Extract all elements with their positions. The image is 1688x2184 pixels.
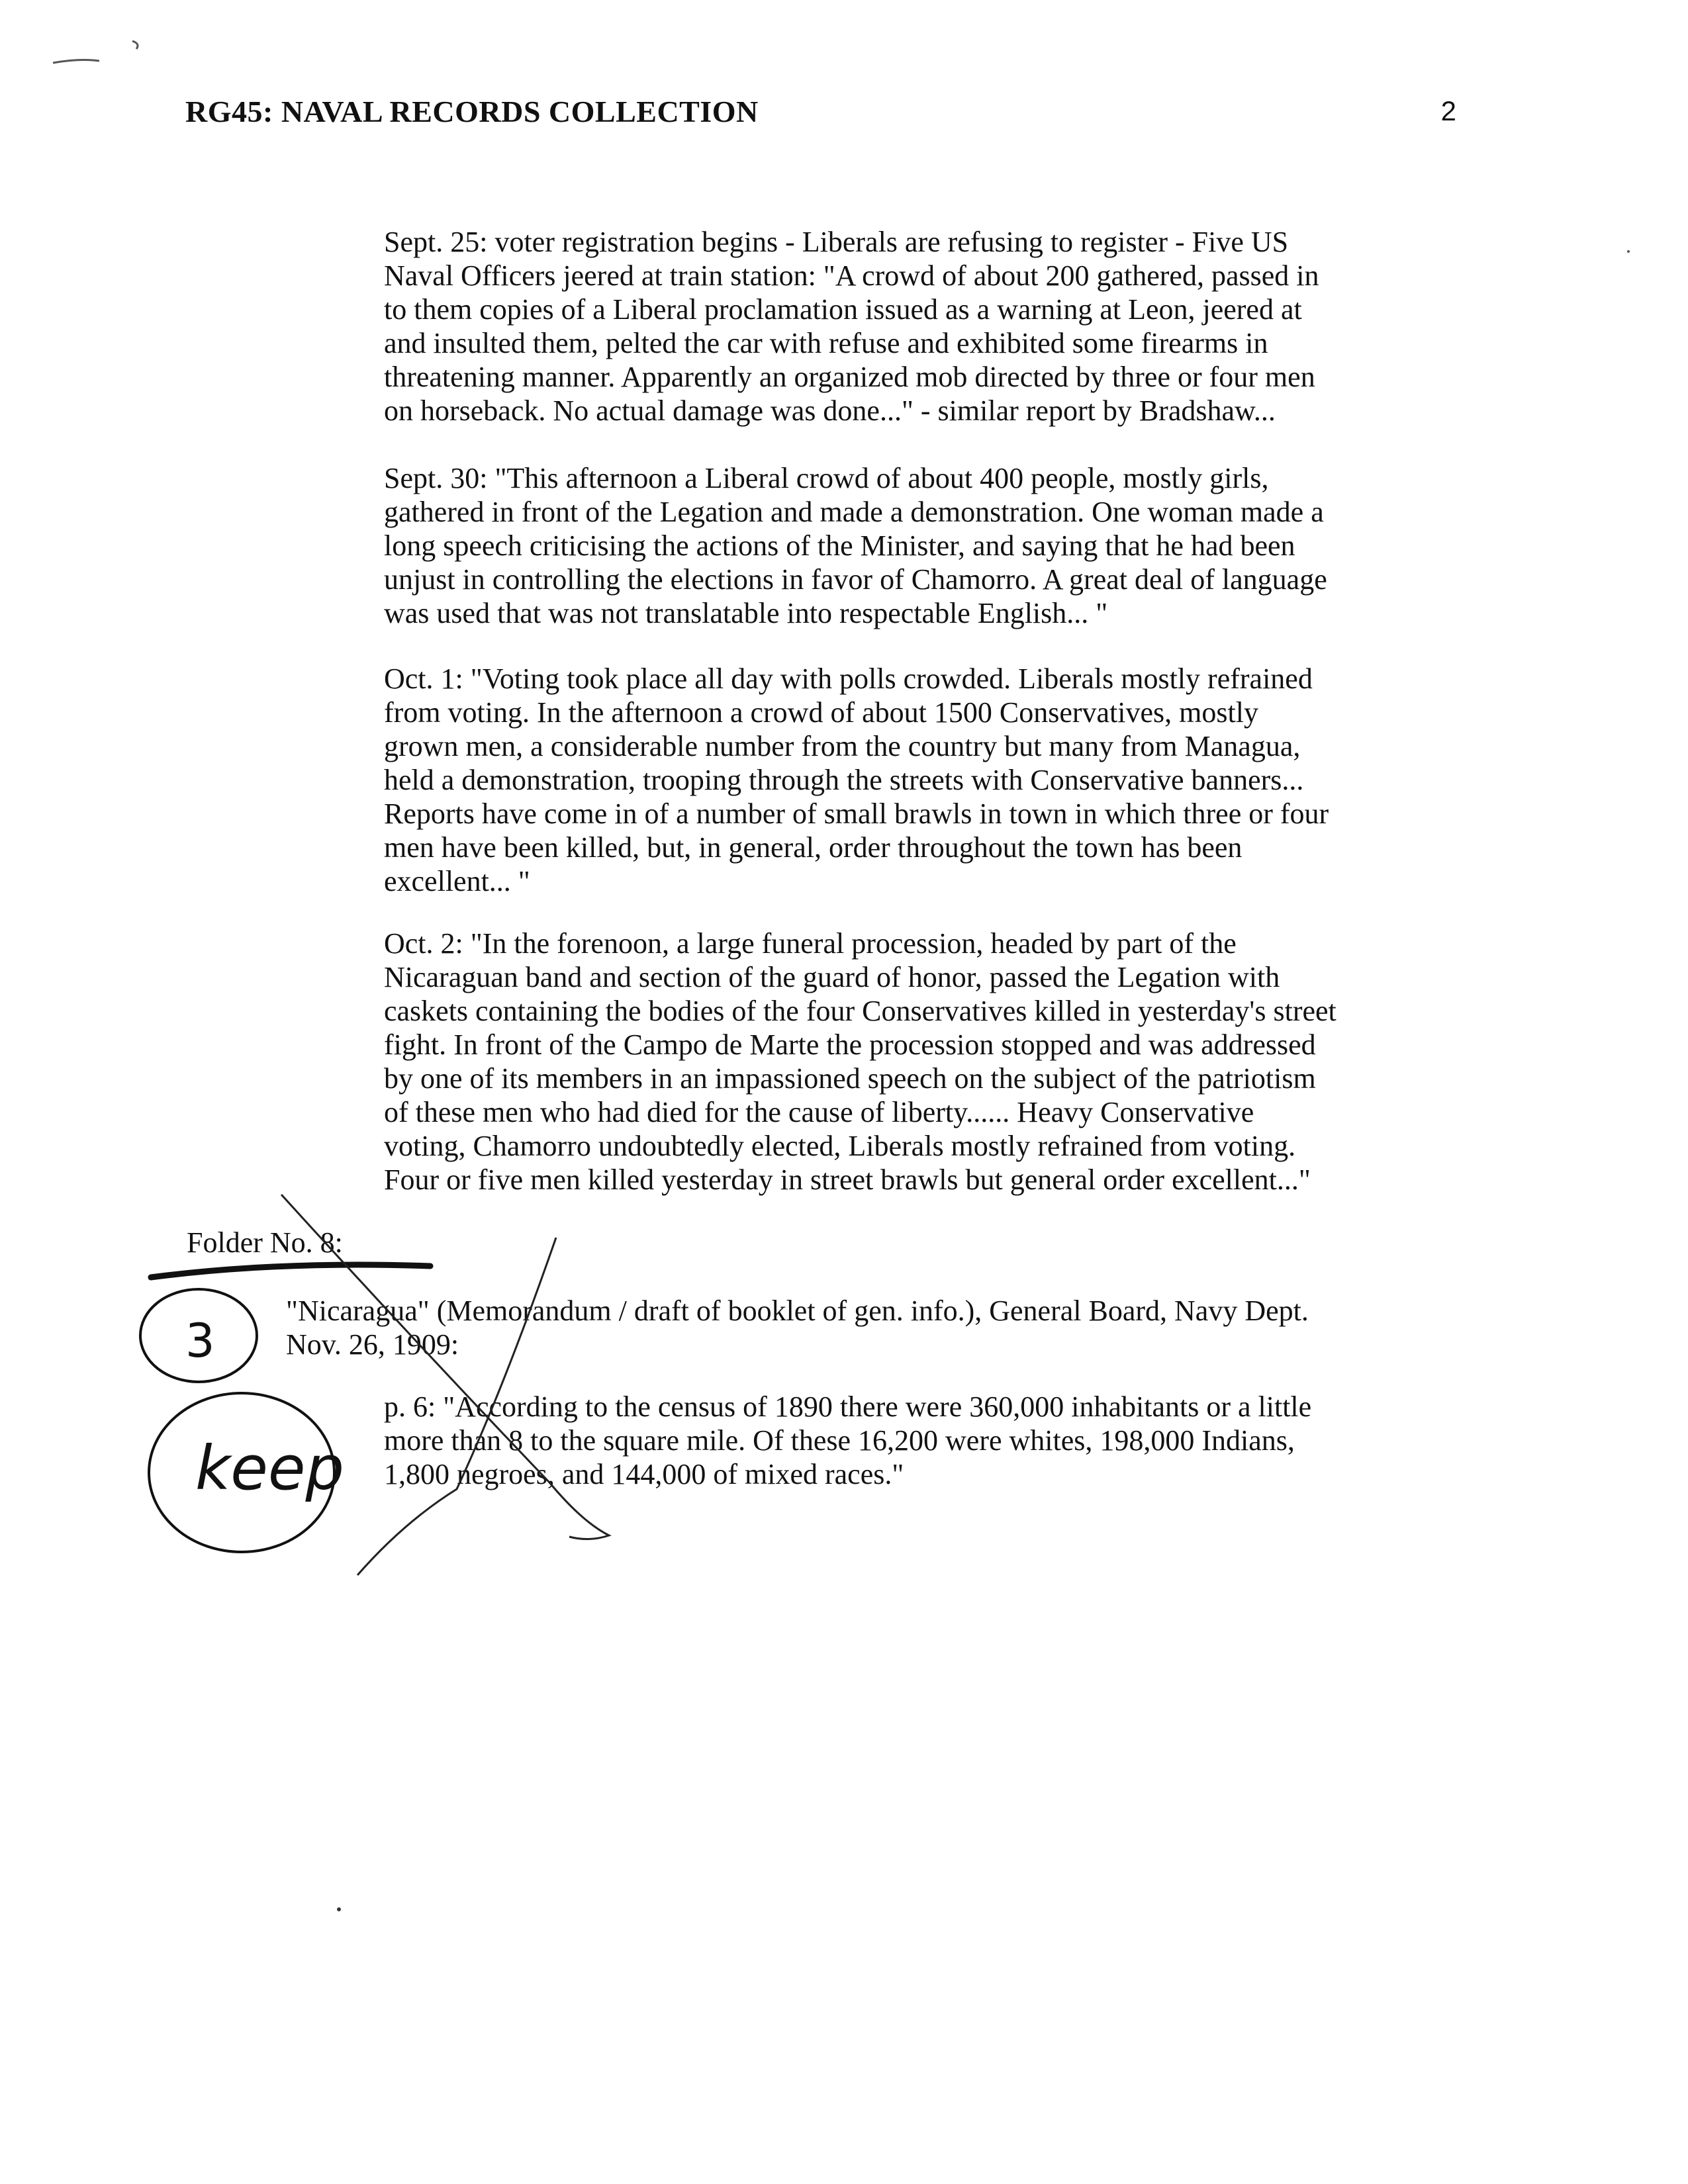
entry-line: long speech criticising the actions of the Minister, and saying that he had been: [384, 529, 1295, 562]
stray-dot: [337, 1907, 341, 1911]
entry-line: men have been killed, but, in general, order throughout the town has been: [384, 831, 1243, 864]
stray-mark: [132, 41, 138, 49]
circled-word-ring: [149, 1393, 334, 1552]
entry-oct-1: [384, 662, 1483, 898]
entry-line: to them copies of a Liberal proclamation issued as a warning at Leon, jeered at: [384, 293, 1302, 326]
page-header: [185, 94, 1456, 134]
folder-title: [286, 1294, 1484, 1361]
entry-line: Sept. 25: voter registration begins - Liberals are refusing to register - Five US: [384, 226, 1289, 258]
census-quote: [384, 1390, 1483, 1491]
entry-line: excellent... ": [384, 865, 530, 897]
circled-number-ring: [140, 1289, 257, 1382]
entry-line: Reports have come in of a number of small brawls in town in which three or four: [384, 797, 1329, 830]
circled-word: keep: [195, 1433, 344, 1504]
entry-line: Oct. 1: "Voting took place all day with polls crowded. Liberals mostly refrained: [384, 662, 1313, 695]
entry-sept-25: [384, 225, 1483, 428]
entry-line: on horseback. No actual damage was done..." - similar report by Bradshaw...: [384, 394, 1276, 427]
folder-title-line: "Nicaragua" (Memorandum / draft of booklet of gen. info.), General Board, Navy Dept.: [286, 1295, 1309, 1327]
entry-line: Oct. 2: "In the forenoon, a large funeral procession, headed by part of the: [384, 927, 1237, 960]
entry-line: by one of its members in an impassioned speech on the subject of the patriotism: [384, 1062, 1316, 1095]
folder-label: Folder No. 8:: [187, 1226, 343, 1259]
entry-line: gathered in front of the Legation and made a demonstration. One woman made a: [384, 496, 1324, 528]
entry-line: caskets containing the bodies of the four Conservatives killed in yesterday's street: [384, 995, 1336, 1027]
folder-title-line: Nov. 26, 1909:: [286, 1328, 459, 1361]
page-number: 2: [1440, 95, 1456, 126]
entry-line: Four or five men killed yesterday in street brawls but general order excellent...": [384, 1163, 1311, 1196]
entry-sept-30: [384, 461, 1483, 630]
collection-title: RG45: NAVAL RECORDS COLLECTION: [185, 95, 759, 128]
folder-underline: [151, 1265, 430, 1277]
entry-line: fight. In front of the Campo de Marte the procession stopped and was addressed: [384, 1028, 1316, 1061]
quote-line: 1,800 negroes, and 144,000 of mixed races.": [384, 1458, 904, 1490]
entry-line: Nicaraguan band and section of the guard of honor, passed the Legation with: [384, 961, 1280, 993]
entry-oct-2: [384, 927, 1483, 1197]
entry-line: and insulted them, pelted the car with refuse and exhibited some firearms in: [384, 327, 1268, 359]
entry-line: held a demonstration, trooping through the streets with Conservative banners...: [384, 764, 1304, 796]
quote-line: more than 8 to the square mile. Of these 16,200 were whites, 198,000 Indians,: [384, 1424, 1295, 1457]
entry-line: Sept. 30: "This afternoon a Liberal crowd of about 400 people, mostly girls,: [384, 462, 1269, 494]
entry-line: of these men who had died for the cause of liberty...... Heavy Conservative: [384, 1096, 1254, 1128]
entry-line: was used that was not translatable into respectable English... ": [384, 597, 1108, 629]
entry-line: threatening manner. Apparently an organized mob directed by three or four men: [384, 361, 1315, 393]
entry-line: unjust in controlling the elections in favor of Chamorro. A great deal of language: [384, 563, 1327, 596]
stray-mark: [53, 60, 99, 63]
quote-line: p. 6: "According to the census of 1890 there were 360,000 inhabitants or a little: [384, 1390, 1312, 1423]
entry-line: voting, Chamorro undoubtedly elected, Liberals mostly refrained from voting.: [384, 1130, 1296, 1162]
stray-dot: [1627, 250, 1630, 253]
entry-line: from voting. In the afternoon a crowd of about 1500 Conservatives, mostly: [384, 696, 1258, 729]
circled-number: 3: [185, 1314, 215, 1368]
entry-line: Naval Officers jeered at train station: "A crowd of about 200 gathered, passed in: [384, 259, 1319, 292]
entry-line: grown men, a considerable number from the country but many from Managua,: [384, 730, 1301, 762]
